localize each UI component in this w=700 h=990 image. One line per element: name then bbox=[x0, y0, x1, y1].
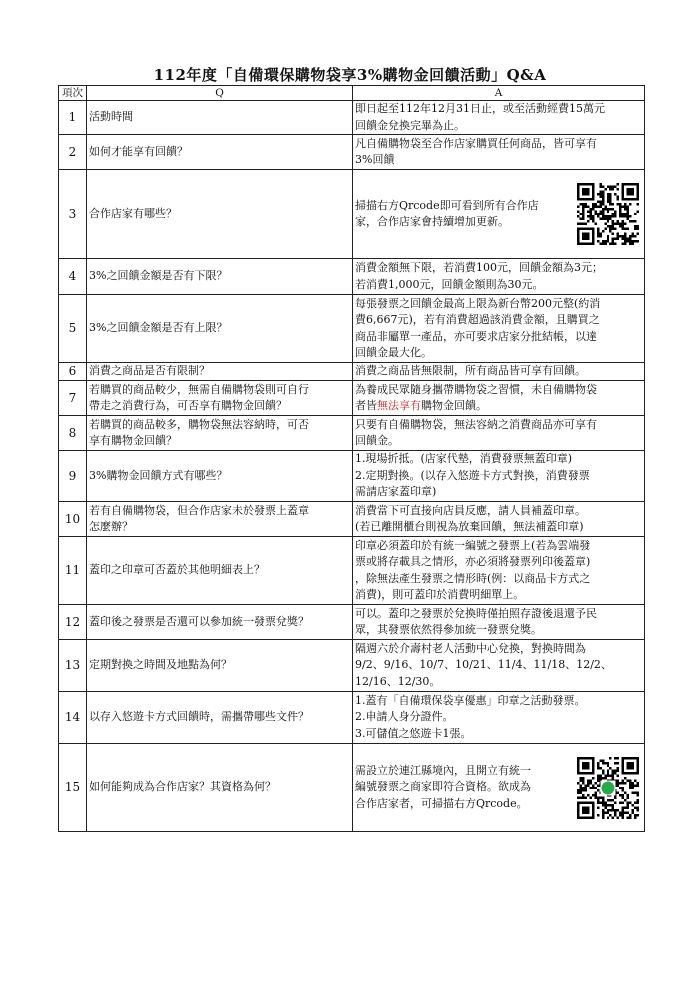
answer-text: (若已離開櫃台則視為放棄回饋，無法補蓋印章) bbox=[355, 520, 584, 533]
table-row bbox=[59, 259, 645, 295]
table-header-row bbox=[59, 86, 645, 101]
answer-text: 消費)，則可蓋印於消費明細單上。 bbox=[355, 588, 525, 601]
answer-cell bbox=[353, 170, 645, 259]
header-q: Q bbox=[87, 86, 353, 101]
answer-text: 回饋金兌換完畢為止。 bbox=[355, 118, 465, 132]
question-cell bbox=[87, 502, 353, 537]
question-text: 3%之回饋金額是否有上限？ bbox=[89, 321, 228, 335]
question-text: 活動時間 bbox=[89, 110, 133, 124]
join-store-qrcode[interactable] bbox=[577, 757, 639, 819]
answer-text: 凡自備購物袋至合作店家購買任何商品，皆可享有 bbox=[355, 136, 597, 150]
answer-text: 票或將存載具之情形，亦必須將發票列印後蓋章) bbox=[355, 555, 591, 568]
answer-text: 隔週六於介壽村老人活動中心兌換，對換時間為 bbox=[355, 641, 586, 655]
table-row bbox=[59, 640, 645, 692]
header-num: 項次 bbox=[59, 86, 87, 101]
answer-cell bbox=[353, 363, 645, 381]
row-number: 6 bbox=[59, 363, 87, 381]
answer-text: 12/16、12/30。 bbox=[355, 674, 441, 688]
store-list-qrcode[interactable] bbox=[577, 183, 639, 245]
answer-text: 只要有自備購物袋，無法容納之消費商品亦可享有 bbox=[355, 417, 597, 431]
question-cell bbox=[87, 170, 353, 259]
question-text: 3%之回饋金額是否有下限？ bbox=[89, 269, 228, 283]
answer-text: 消費當下可直接向店員反應，請人員補蓋印章。 bbox=[355, 503, 586, 517]
answer-cell bbox=[353, 416, 645, 451]
answer-cell bbox=[353, 135, 645, 170]
row-number: 1 bbox=[59, 101, 87, 135]
answer-text: 1.蓋有「自備環保袋享優惠」印章之活動發票。 bbox=[355, 693, 586, 707]
row-number: 5 bbox=[59, 295, 87, 363]
question-cell bbox=[87, 744, 353, 832]
answer-cell bbox=[353, 101, 645, 135]
answer-text: 3.可儲值之悠遊卡1張。 bbox=[355, 726, 472, 740]
answer-cell bbox=[353, 502, 645, 537]
answer-text: 需設立於連江縣境內，且開立有統一 bbox=[355, 763, 531, 777]
table-row bbox=[59, 744, 645, 832]
answer-cell bbox=[353, 259, 645, 295]
answer-text-part: 者皆 bbox=[355, 399, 377, 412]
answer-text: 眾，其發票依然得參加統一發票兌獎。 bbox=[355, 623, 542, 636]
table-row bbox=[59, 416, 645, 451]
question-text: 若有自備購物袋，但合作店家未於發票上蓋章 bbox=[89, 503, 309, 517]
answer-text: 家，合作店家會持續增加更新。 bbox=[355, 215, 509, 228]
row-number: 14 bbox=[59, 692, 87, 744]
answer-text: 可以。蓋印之發票於兌換時僅拍照存證後退還予民 bbox=[355, 606, 597, 620]
answer-text: 消費金額無下限，若消費100元，回饋金額為3元； bbox=[355, 261, 603, 274]
row-number: 2 bbox=[59, 135, 87, 170]
row-number: 7 bbox=[59, 381, 87, 416]
question-cell bbox=[87, 416, 353, 451]
question-text: 定期對換之時間及地點為何？ bbox=[89, 658, 232, 672]
table-row bbox=[59, 135, 645, 170]
question-text: 蓋印後之發票是否還可以參加統一發票兌獎？ bbox=[89, 614, 309, 628]
answer-text: 每張發票之回饋金最高上限為新台幣200元整(約消 bbox=[355, 296, 601, 310]
answer-text: 即日起至112年12月31日止，或至活動經費15萬元 bbox=[355, 102, 605, 115]
answer-cell bbox=[353, 381, 645, 416]
highlight-text: 無法享有 bbox=[377, 399, 421, 412]
page-title: 112年度「自備環保購物袋享3%購物金回饋活動」Q&A bbox=[153, 66, 547, 84]
question-text: 如何才能享有回饋？ bbox=[89, 144, 188, 158]
answer-cell bbox=[353, 640, 645, 692]
answer-cell bbox=[353, 605, 645, 640]
table-row bbox=[59, 537, 645, 605]
answer-text: 合作店家者，可掃描右方Qrcode。 bbox=[355, 796, 528, 810]
answer-text: 需請店家蓋印章) bbox=[355, 485, 437, 499]
question-cell bbox=[87, 605, 353, 640]
answer-text: 1.現場折抵。(店家代墊，消費發票無蓋印章) bbox=[355, 452, 573, 466]
answer-cell bbox=[353, 295, 645, 363]
row-number: 11 bbox=[59, 537, 87, 605]
answer-text: 回饋金最大化。 bbox=[355, 346, 432, 359]
question-text: 帶走之消費行為，可否享有購物金回饋？ bbox=[89, 399, 287, 412]
table-row bbox=[59, 692, 645, 744]
row-number: 12 bbox=[59, 605, 87, 640]
table-row bbox=[59, 381, 645, 416]
table-row bbox=[59, 363, 645, 381]
question-cell bbox=[87, 692, 353, 744]
question-text: 如何能夠成為合作店家？其資格為何？ bbox=[89, 780, 276, 794]
question-text: 蓋印之印章可否蓋於其他明細表上？ bbox=[89, 563, 265, 577]
answer-text-part: 購物金回饋。 bbox=[421, 399, 487, 412]
table-row bbox=[59, 295, 645, 363]
answer-cell bbox=[353, 692, 645, 744]
header-a: A bbox=[353, 86, 645, 101]
answer-text: 9/2、9/16、10/7、10/21、11/4、11/18、12/2、 bbox=[355, 658, 612, 672]
question-cell bbox=[87, 135, 353, 170]
question-text: 怎麼辦？ bbox=[89, 520, 133, 533]
row-number: 13 bbox=[59, 640, 87, 692]
table-row bbox=[59, 170, 645, 259]
row-number: 15 bbox=[59, 744, 87, 832]
row-number: 4 bbox=[59, 259, 87, 295]
answer-text: 回饋金。 bbox=[355, 434, 399, 447]
question-text: 若購買的商品較少，無需自備購物袋則可自行 bbox=[89, 382, 309, 396]
question-text: 消費之商品是否有限制？ bbox=[89, 364, 210, 378]
question-cell bbox=[87, 640, 353, 692]
question-cell bbox=[87, 381, 353, 416]
answer-text: ，除無法產生發票之情形時(例：以商品卡方式之 bbox=[355, 571, 591, 585]
answer-text: 2.定期對換。(以存入悠遊卡方式對換，消費發票 bbox=[355, 468, 590, 482]
answer-text: 掃描右方Qrcode即可看到所有合作店 bbox=[355, 198, 539, 212]
table-row bbox=[59, 451, 645, 502]
answer-text: 2.申請人身分證件。 bbox=[355, 710, 454, 724]
answer-text: 為養成民眾隨身攜帶購物袋之習慣，未自備購物袋 bbox=[355, 382, 597, 396]
table-row bbox=[59, 101, 645, 135]
table-row bbox=[59, 605, 645, 640]
question-text: 以存入悠遊卡方式回饋時，需攜帶哪些文件？ bbox=[89, 710, 309, 724]
answer-text: 3%回饋 bbox=[355, 153, 395, 166]
answer-text: 商品非屬單一產品，亦可要求店家分批結帳，以達 bbox=[355, 329, 597, 343]
question-cell bbox=[87, 537, 353, 605]
question-cell bbox=[87, 259, 353, 295]
question-text: 3%購物金回饋方式有哪些？ bbox=[89, 468, 228, 482]
question-cell bbox=[87, 363, 353, 381]
question-text: 若購買的商品較多，購物袋無法容納時，可否 bbox=[89, 417, 309, 431]
question-text: 合作店家有哪些？ bbox=[89, 206, 177, 220]
question-cell bbox=[87, 295, 353, 363]
answer-text bbox=[355, 398, 642, 415]
answer-text: 編號發票之商家即符合資格。欲成為 bbox=[355, 780, 531, 794]
row-number: 9 bbox=[59, 451, 87, 502]
answer-cell bbox=[353, 744, 645, 832]
answer-cell bbox=[353, 537, 645, 605]
table-row bbox=[59, 502, 645, 537]
question-cell bbox=[87, 101, 353, 135]
row-number: 10 bbox=[59, 502, 87, 537]
question-cell bbox=[87, 451, 353, 502]
answer-cell bbox=[353, 451, 645, 502]
question-text: 享有購物金回饋？ bbox=[89, 434, 177, 447]
answer-text: 費6,667元)，若有消費超過該消費金額，且購買之 bbox=[355, 313, 600, 326]
qa-table bbox=[58, 85, 645, 832]
qr-badge-icon bbox=[602, 781, 615, 794]
answer-text: 印章必須蓋印於有統一編號之發票上(若為雲端發 bbox=[355, 538, 591, 552]
answer-text: 若消費1,000元，回饋金額則為30元。 bbox=[355, 277, 544, 291]
row-number: 3 bbox=[59, 170, 87, 259]
answer-text: 消費之商品皆無限制，所有商品皆可享有回饋。 bbox=[355, 364, 586, 378]
row-number: 8 bbox=[59, 416, 87, 451]
